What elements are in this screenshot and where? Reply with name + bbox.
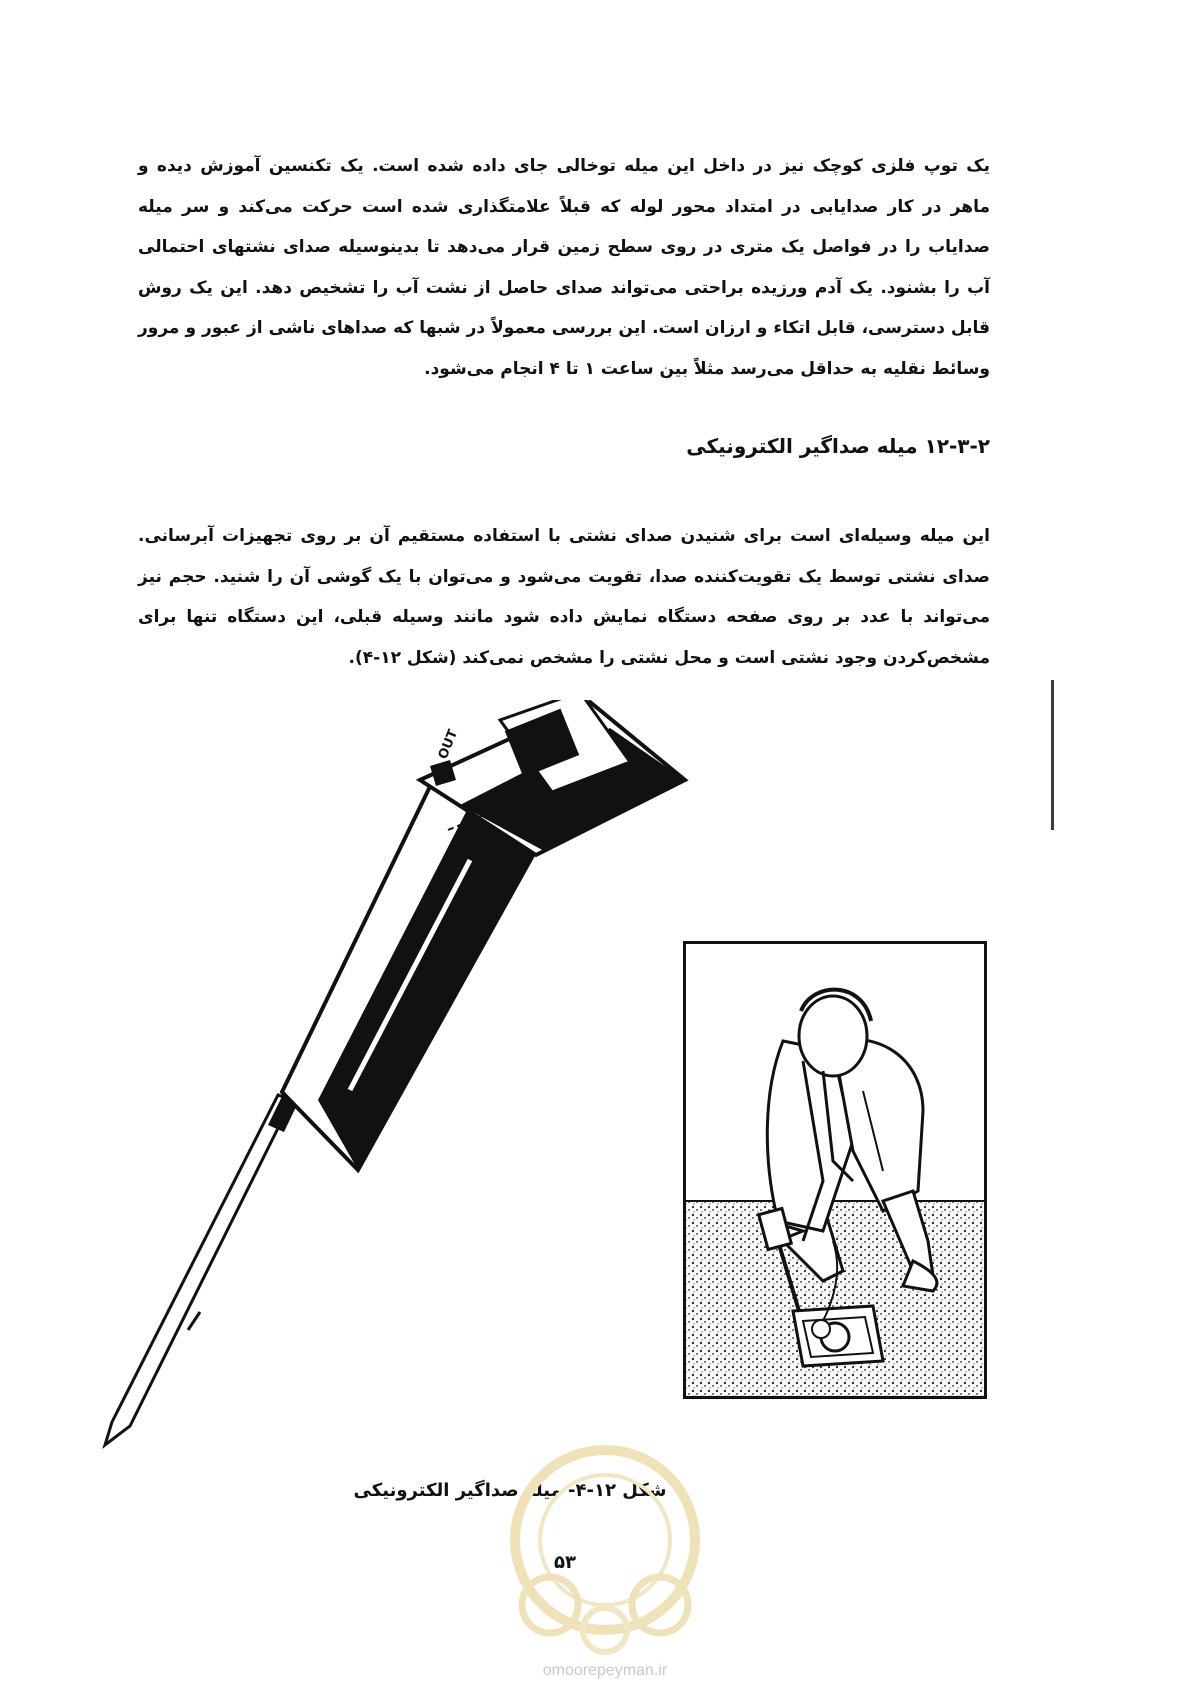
section-heading: ۱۲-۳-۲ میله صداگیر الکترونیکی xyxy=(686,434,990,458)
body-paragraph-2: این میله وسیله‌ای است برای شنیدن صدای نشتی با استفاده مستقیم آن بر روی تجهیزات آبرسانی. صدای نشتی توسط یک تقویت‌کننده صدا، تقویت می‌شود و می‌توان با یک گوشی آن را شنید. حجم نیز می‌تواند با عدد بر روی صفحه دستگاه نمایش داده شود مانند وسیله قبلی، این دستگاه تنها برای مشخص‌کردن وجود نشتی است و محل نشتی را مشخص نمی‌کند (شکل ۱۲-۴). xyxy=(138,526,990,668)
figure-caption: شکل ۱۲-۴- میله صداگیر الکترونیکی xyxy=(353,1480,667,1501)
publisher-seal-watermark xyxy=(480,1430,730,1660)
watermark-url: omoorepeyman.ir xyxy=(542,1662,668,1679)
electronic-listening-rod-illustration xyxy=(100,700,700,1460)
technician-using-listening-rod-illustration xyxy=(683,941,987,1399)
device-out-label: OUT xyxy=(435,727,462,762)
scan-margin-mark xyxy=(1050,680,1056,830)
body-paragraph-1: یک توپ فلزی کوچک نیز در داخل این میله توخالی جای داده شده است. یک تکنسین آموزش دیده و ماهر در کار صدایابی در امتداد محور لوله که قبلاً علامتگذاری شده است حرکت می‌کند و سر میله صدایاب را در فواصل یک متری در روی سطح زمین قرار می‌دهد تا بدینوسیله صدای نشتهای احتمالی آب را بشنود. یک آدم ورزیده براحتی می‌تواند صدای حاصل از نشت آب را تشخیص دهد. این یک روش قابل دسترسی، قابل اتکاء و ارزان است. این بررسی معمولاً در شبها که صداهای ناشی از عبور و مرور وسائط نقلیه به حداقل می‌رسد مثلاً بین ساعت ۱ تا ۴ انجام می‌شود. xyxy=(138,156,990,379)
page-number: ۵۳ xyxy=(554,1552,576,1573)
